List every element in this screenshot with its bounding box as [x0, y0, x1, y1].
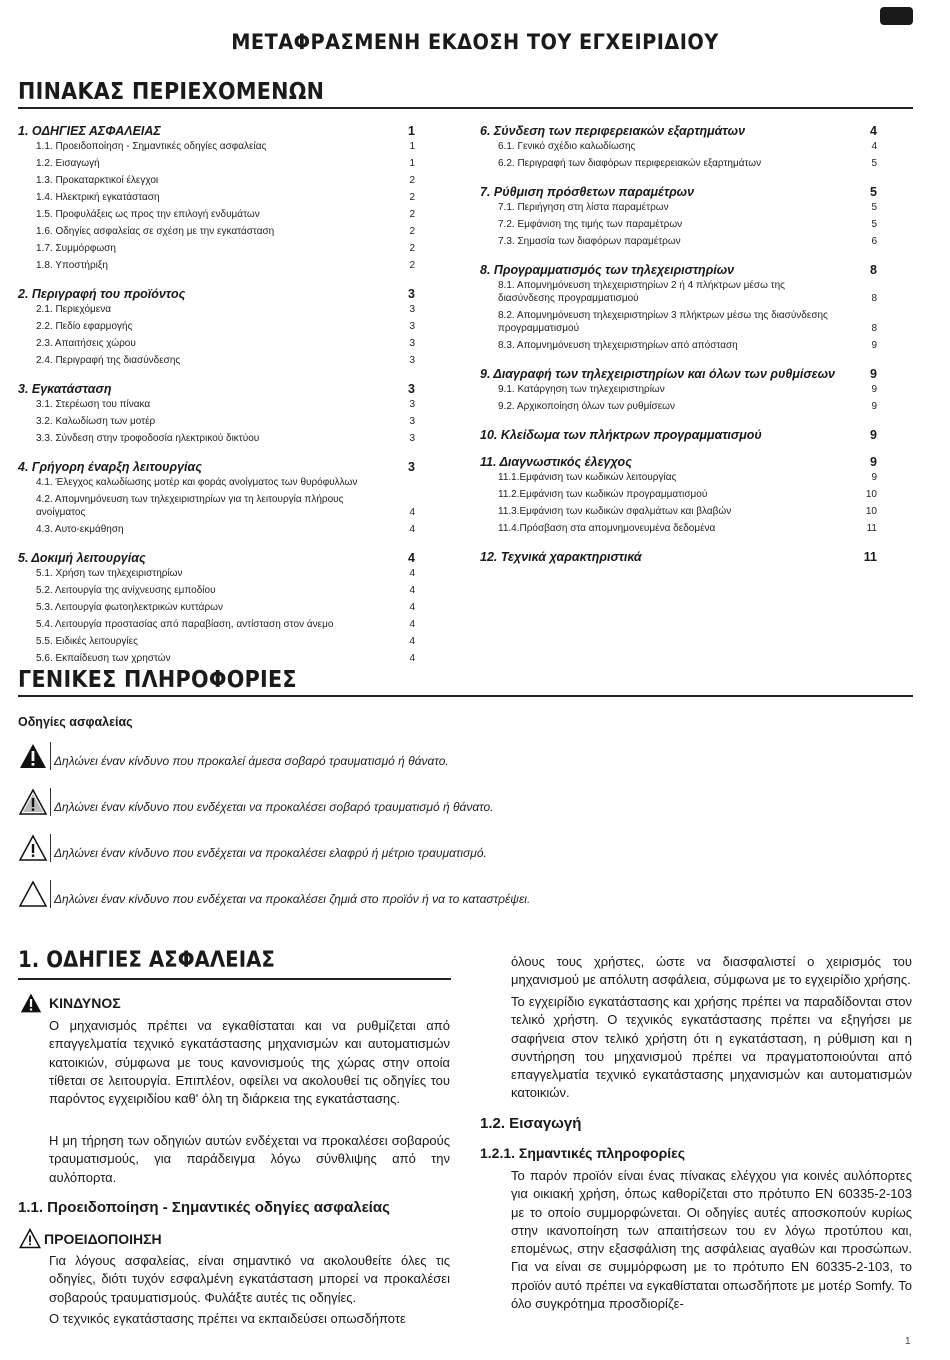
toc-subsection-title: 1.3. Προκαταρκτικοί έλεγχοι [36, 175, 159, 186]
toc-subsection[interactable] [18, 301, 418, 318]
toc-subsection[interactable] [18, 633, 418, 650]
toc-subsection-page: 2 [409, 243, 415, 254]
toc-subsection-title: 1.6. Οδηγίες ασφαλείας σε σχέση με την εγκατάσταση [36, 226, 275, 237]
toc-subsection-title: 5.6. Εκπαίδευση των χρηστών [36, 653, 171, 664]
toc-subsection-title: 5.2. Λειτουργία της ανίχνευσης εμποδίου [36, 585, 216, 596]
toc-subsection-title: 7.2. Εμφάνιση της τιμής των παραμέτρων [498, 219, 683, 230]
toc-subsection-title: 4.2. Απομνημόνευση των τηλεχειριστηρίων για τη λειτουργία πλήρους ανοίγματος [36, 494, 344, 518]
toc-subsection-page: 10 [865, 489, 877, 500]
toc-subsection-title: 5.4. Λειτουργία προστασίας από παραβίαση, αντίσταση στον άνεμο [36, 619, 334, 630]
toc-subsection-page: 4 [871, 141, 877, 152]
toc-subsection[interactable] [18, 599, 418, 616]
toc-subsection-page: 3 [409, 399, 415, 410]
toc-gap [18, 369, 418, 376]
toc-subsection-title: 2.1. Περιεχόμενα [36, 304, 112, 315]
toc-subsection[interactable] [480, 381, 880, 398]
signal-text: Δηλώνει έναν κίνδυνο που προκαλεί άμεσα σοβαρό τραυματισμό ή θάνατο. [54, 754, 449, 768]
toc-section-page: 8 [870, 263, 877, 277]
toc-section [480, 179, 880, 257]
toc-section-title: 11. Διαγνωστικός έλεγχος [480, 455, 632, 469]
toc-subsection[interactable] [480, 199, 880, 216]
toc-section-page: 4 [408, 551, 415, 565]
toc-subsection-page: 3 [409, 321, 415, 332]
toc-subsection-title: 3.1. Στερέωση του πίνακα [36, 399, 151, 410]
toc-subsection-page: 5 [871, 158, 877, 169]
toc-subsection[interactable] [480, 469, 880, 486]
toc-subsection[interactable] [18, 521, 418, 538]
signal-divider [50, 742, 51, 770]
toc-subsection-title: 2.3. Απαιτήσεις χώρου [36, 338, 136, 349]
toc-subsection-page: 3 [409, 338, 415, 349]
toc-gap [480, 537, 880, 544]
toc-subsection[interactable] [480, 337, 880, 354]
toc-section-page: 1 [408, 124, 415, 138]
toc-subsection-title: 7.3. Σημασία των διαφόρων παραμέτρων [498, 236, 681, 247]
toc-section-page: 11 [863, 550, 877, 564]
right-paragraph-2: Το εγχειρίδιο εγκατάστασης και χρήσης πρέπει να παραδίδονται στον τελικό χρήστη. Ο τεχνικός εγκατάστασης πρέπει να εξηγήσει με σαφήνεια στον τελικό χρήστη ότι η εγκατάσταση, η ρύθμιση και η συντήρηση του μηχανισμού πρέπει να πραγματοποιούνται από επαγγελματία τεχνικό εγκατάστασης μηχανισμών και αυτοματισμών κατοικιών. [511, 994, 912, 1101]
toc-subsection-title: 9.1. Κατάργηση των τηλεχειριστηρίων [498, 384, 665, 395]
toc-subsection-title: 1.2. Εισαγωγή [36, 158, 100, 169]
toc-subsection-title: 1.7. Συμμόρφωση [36, 243, 116, 254]
toc-section [480, 449, 880, 544]
toc-subsection-page: 2 [409, 175, 415, 186]
toc-section-title: 1. ΟΔΗΓΙΕΣ ΑΣΦΑΛΕΙΑΣ [18, 124, 161, 138]
signal-divider [50, 834, 51, 862]
toc-subsection-page: 4 [409, 585, 415, 596]
signal-text: Δηλώνει έναν κίνδυνο που ενδέχεται να προκαλέσει ελαφρύ ή μέτριο τραυματισμό. [54, 846, 487, 860]
signal-notice [18, 879, 918, 909]
general-info-title: ΓΕΝΙΚΕΣ ΠΛΗΡΟΦΟΡΙΕΣ [18, 667, 297, 693]
toc-section-title: 7. Ρύθμιση πρόσθετων παραμέτρων [480, 185, 695, 199]
toc-title: ΠΙΝΑΚΑΣ ΠΕΡΙΕΧΟΜΕΝΩΝ [18, 79, 325, 105]
toc-subsection-page: 3 [409, 304, 415, 315]
warning-shaded-triangle-icon [18, 788, 48, 816]
toc-gap [18, 538, 418, 545]
toc-subsection-title: 11.3.Εμφάνιση των κωδικών σφαλμάτων και βλαβών [498, 506, 732, 517]
toc-subsection-page: 2 [409, 226, 415, 237]
corner-tab [880, 7, 913, 25]
toc-subsection-title: 11.2.Εμφάνιση των κωδικών προγραμματισμού [498, 489, 708, 500]
toc-subsection[interactable] [18, 565, 418, 582]
toc-subsection-title: 11.1.Εμφάνιση των κωδικών λειτουργίας [498, 472, 677, 483]
toc-section-page: 5 [870, 185, 877, 199]
toc-subsection-page: 9 [871, 384, 877, 395]
signal-divider [50, 880, 51, 908]
warning-paragraph-1: Για λόγους ασφαλείας, είναι σημαντικό να ακολουθείτε όλες τις οδηγίες, διότι τυχόν εσφαλμένη εγκατάσταση μπορεί να προκαλέσει σοβαρούς τραυματισμούς. Φυλάξτε αυτές τις οδηγίες. [49, 1253, 450, 1305]
toc-subsection[interactable] [18, 413, 418, 430]
toc-section [480, 422, 880, 449]
toc-subsection-title: 1.8. Υποστήριξη [36, 260, 108, 271]
toc-subsection-title: 3.3. Σύνδεση στην τροφοδοσία ηλεκτρικού δικτύου [36, 433, 260, 444]
toc-subsection[interactable] [18, 474, 418, 491]
toc-subsection[interactable] [480, 520, 880, 537]
toc-subsection-page: 4 [409, 507, 415, 518]
toc-subsection-title: 3.2. Καλωδίωση των μοτέρ [36, 416, 156, 427]
toc-section-heading[interactable] [480, 449, 880, 469]
signal-warning [18, 787, 918, 817]
toc-subsection[interactable] [18, 491, 418, 521]
toc-section-heading[interactable] [480, 422, 880, 442]
toc-subsection-page: 11 [866, 523, 877, 534]
toc-subsection[interactable] [18, 582, 418, 599]
signal-caution [18, 833, 918, 863]
toc-subsection-title: 4.1. Έλεγχος καλωδίωσης μοτέρ και φοράς ανοίγματος των θυρόφυλλων [36, 477, 358, 488]
toc-subsection[interactable] [18, 172, 418, 189]
warning-label: ΠΡΟΕΙΔΟΠΟΙΗΣΗ [44, 1230, 162, 1247]
toc-subsection[interactable] [18, 430, 418, 447]
toc-subsection[interactable] [480, 307, 880, 337]
toc-subsection[interactable] [18, 352, 418, 369]
toc-subsection[interactable] [480, 277, 880, 307]
toc-subsection[interactable] [18, 189, 418, 206]
toc-section-title: 8. Προγραμματισμός των τηλεχειριστηρίων [480, 263, 735, 277]
toc-section-page: 3 [408, 460, 415, 474]
toc-gap [480, 354, 880, 361]
danger-filled-triangle-icon [18, 992, 44, 1014]
toc-subsection[interactable] [18, 223, 418, 240]
toc-subsection-page: 8 [871, 323, 877, 334]
caution-triangle-icon [18, 834, 48, 862]
toc-subsection-title: 5.3. Λειτουργία φωτοηλεκτρικών κυττάρων [36, 602, 223, 613]
signal-divider [50, 788, 51, 816]
toc-section-page: 3 [408, 287, 415, 301]
toc-subsection-page: 2 [409, 192, 415, 203]
toc-subsection-page: 3 [409, 355, 415, 366]
toc-subsection[interactable] [18, 257, 418, 274]
toc-subsection[interactable] [480, 486, 880, 503]
toc-section [480, 544, 880, 571]
toc-subsection[interactable] [18, 616, 418, 633]
toc-subsection-page: 5 [871, 219, 877, 230]
toc-section-title: 5. Δοκιμή λειτουργίας [18, 551, 146, 565]
toc-subsection-page: 4 [409, 636, 415, 647]
general-info-rule [18, 695, 913, 697]
toc-subsection[interactable] [480, 398, 880, 415]
toc-subsection-page: 4 [409, 602, 415, 613]
toc-section-page: 3 [408, 382, 415, 396]
toc-left-column [18, 118, 418, 674]
toc-subsection[interactable] [18, 396, 418, 413]
toc-section-heading[interactable] [18, 454, 418, 474]
toc-subsection-title: 8.3. Απομνημόνευση τηλεχειριστηρίων από απόσταση [498, 340, 738, 351]
toc-subsection[interactable] [480, 138, 880, 155]
toc-subsection-title: 5.1. Χρήση των τηλεχειριστηρίων [36, 568, 183, 579]
toc-subsection-title: 4.3. Αυτο-εκμάθηση [36, 524, 124, 535]
toc-gap [480, 442, 880, 449]
toc-section-title: 6. Σύνδεση των περιφερειακών εξαρτημάτων [480, 124, 746, 138]
toc-section-title: 3. Εγκατάσταση [18, 382, 112, 396]
toc-section-heading[interactable] [480, 544, 880, 564]
toc-section-page: 9 [870, 367, 877, 381]
toc-section [18, 281, 418, 376]
toc-subsection-page: 1 [409, 141, 415, 152]
signal-text: Δηλώνει έναν κίνδυνο που ενδέχεται να προκαλέσει ζημιά στο προϊόν ή να το καταστρέψει. [54, 892, 531, 906]
toc-subsection[interactable] [18, 206, 418, 223]
subsection-1-1-title: 1.1. Προειδοποίηση - Σημαντικές οδηγίες ασφαλείας [18, 1199, 390, 1216]
toc-subsection-page: 10 [865, 506, 877, 517]
toc-subsection-title: 6.1. Γενικό σχέδιο καλωδίωσης [498, 141, 636, 152]
toc-subsection-page: 9 [871, 340, 877, 351]
toc-subsection-title: 11.4.Πρόσβαση στα απομνημονευμένα δεδομένα [498, 523, 716, 534]
subsection-1-2-1-title: 1.2.1. Σημαντικές πληροφορίες [480, 1145, 686, 1161]
toc-subsection-title: 1.1. Προειδοποίηση - Σημαντικές οδηγίες ασφαλείας [36, 141, 267, 152]
toc-right-column [480, 118, 880, 571]
toc-section-page: 9 [870, 455, 877, 469]
toc-subsection[interactable] [18, 335, 418, 352]
danger-label: ΚΙΝΔΥΝΟΣ [49, 995, 121, 1011]
toc-subsection-page: 1 [409, 158, 415, 169]
toc-section [480, 257, 880, 361]
warning-triangle-icon [18, 1228, 42, 1249]
subsection-1-2-title: 1.2. Εισαγωγή [480, 1115, 582, 1132]
toc-rule [18, 107, 913, 109]
toc-section-title: 12. Τεχνικά χαρακτηριστικά [480, 550, 642, 564]
toc-section-title: 2. Περιγραφή του προϊόντος [18, 287, 186, 301]
section-1-title: 1. ΟΔΗΓΙΕΣ ΑΣΦΑΛΕΙΑΣ [18, 948, 275, 973]
right-paragraph-1: όλους τους χρήστες, ώστε να διασφαλιστεί ο χειρισμός του μηχανισμού με απόλυτη ασφάλεια, σύμφωνα με το εγχειρίδιο χρήσης. [511, 954, 912, 988]
toc-section-heading[interactable] [480, 179, 880, 199]
toc-section [18, 376, 418, 454]
toc-subsection-page: 4 [409, 524, 415, 535]
toc-section [480, 361, 880, 422]
toc-subsection-page: 9 [871, 472, 877, 483]
warning-paragraph-2: Ο τεχνικός εγκατάστασης πρέπει να εκπαιδεύσει οπωσδήποτε [49, 1311, 406, 1326]
toc-subsection-page: 4 [409, 653, 415, 664]
toc-section [18, 454, 418, 545]
toc-subsection-title: 5.5. Ειδικές λειτουργίες [36, 636, 138, 647]
toc-subsection-page: 3 [409, 416, 415, 427]
toc-gap [480, 415, 880, 422]
toc-section [18, 545, 418, 674]
toc-subsection-title: 2.2. Πεδίο εφαρμογής [36, 321, 133, 332]
toc-subsection[interactable] [18, 240, 418, 257]
toc-gap [18, 447, 418, 454]
toc-subsection[interactable] [480, 216, 880, 233]
toc-subsection-page: 3 [409, 433, 415, 444]
toc-section-title: 9. Διαγραφή των τηλεχειριστηρίων και όλων των ρυθμίσεων [480, 367, 835, 381]
danger-paragraph-1: Ο μηχανισμός πρέπει να εγκαθίσταται και να ρυθμίζεται από επαγγελματία τεχνικό εγκατάστασης μηχανισμών και αυτοματισμών κατοικιών, σύμφωνα με τους κανονισμούς της χώρας στην οποία τίθεται σε λειτουργία. Επιπλέον, οφείλει να ακολουθεί τις οδηγίες του παρόντος εγχειριδίου καθ' όλη τη διάρκεια της εγκατάστασης. [49, 1018, 450, 1107]
toc-subsection-title: 8.2. Απομνημόνευση τηλεχειριστηρίων 3 πλήκτρων μέσω της διασύνδεσης προγραμματισμού [498, 310, 828, 334]
toc-gap [480, 250, 880, 257]
toc-section-heading[interactable] [18, 376, 418, 396]
toc-subsection-page: 5 [871, 202, 877, 213]
toc-subsection-title: 6.2. Περιγραφή των διαφόρων περιφερειακών εξαρτημάτων [498, 158, 762, 169]
toc-gap [480, 564, 880, 571]
toc-subsection[interactable] [480, 233, 880, 250]
toc-subsection[interactable] [18, 155, 418, 172]
toc-subsection[interactable] [18, 138, 418, 155]
signal-danger [18, 741, 918, 771]
safety-heading: Οδηγίες ασφαλείας [18, 715, 133, 729]
toc-gap [480, 172, 880, 179]
toc-subsection-title: 7.1. Περιήγηση στη λίστα παραμέτρων [498, 202, 669, 213]
toc-section-page: 4 [870, 124, 877, 138]
warning-label-row [18, 1228, 162, 1249]
toc-subsection-page: 4 [409, 619, 415, 630]
toc-subsection-page: 9 [871, 401, 877, 412]
toc-gap [18, 274, 418, 281]
notice-outline-triangle-icon [18, 880, 48, 908]
toc-section-page: 9 [870, 428, 877, 442]
toc-section-heading[interactable] [480, 118, 880, 138]
toc-section-title: 10. Κλείδωμα των πλήκτρων προγραμματισμού [480, 428, 762, 442]
toc-section-title: 4. Γρήγορη έναρξη λειτουργίας [18, 460, 202, 474]
toc-subsection-page: 6 [871, 236, 877, 247]
toc-section-heading[interactable] [18, 281, 418, 301]
toc-section-heading[interactable] [480, 257, 880, 277]
toc-section-heading[interactable] [18, 545, 418, 565]
toc-subsection[interactable] [480, 155, 880, 172]
danger-filled-triangle-icon [18, 742, 48, 770]
toc-section-heading[interactable] [18, 118, 418, 138]
section-1-rule [18, 978, 451, 980]
toc-subsection-page: 2 [409, 209, 415, 220]
page-number: 1 [905, 1336, 911, 1347]
danger-paragraph-2: Η μη τήρηση των οδηγιών αυτών ενδέχεται να προκαλέσει σοβαρούς τραυματισμούς, για παράδειγμα λόγω σύνθλιψης από την αυλόπορτα. [49, 1133, 450, 1185]
danger-label-row [18, 992, 121, 1014]
document-title: ΜΕΤΑΦΡΑΣΜΕΝΗ ΕΚΔΟΣΗ ΤΟΥ ΕΓΧΕΙΡΙΔΙΟΥ [231, 30, 719, 54]
toc-subsection-title: 2.4. Περιγραφή της διασύνδεσης [36, 355, 181, 366]
toc-subsection-title: 1.4. Ηλεκτρική εγκατάσταση [36, 192, 160, 203]
toc-subsection-page: 8 [871, 293, 877, 304]
toc-subsection[interactable] [480, 503, 880, 520]
signal-text: Δηλώνει έναν κίνδυνο που ενδέχεται να προκαλέσει σοβαρό τραυματισμό ή θάνατο. [54, 800, 494, 814]
toc-subsection-page: 4 [409, 568, 415, 579]
toc-subsection-title: 9.2. Αρχικοποίηση όλων των ρυθμίσεων [498, 401, 675, 412]
toc-section-heading[interactable] [480, 361, 880, 381]
toc-subsection-title: 1.5. Προφυλάξεις ως προς την επιλογή ενδυμάτων [36, 209, 260, 220]
toc-subsection-page: 2 [409, 260, 415, 271]
toc-subsection[interactable] [18, 318, 418, 335]
toc-section [18, 118, 418, 281]
right-paragraph-3: Το παρόν προϊόν είναι ένας πίνακας ελέγχου για κοινές αυλόπορτες για οικιακή χρήση, όπως καθορίζεται στο πρότυπο EN 60335-2-103 με το οποίο συμμορφώνεται. Οι οδηγίες αυτές αποσκοπούν κυρίως στην ικανοποίηση των απαιτήσεων του εν λόγω προτύπου και, επομένως, στην εξασφάλιση της ασφάλειας αγαθών και προσώπων. Για να είναι σε συμμόρφωση με το πρότυπο EN 60335-2-103, το προϊόν αυτό πρέπει να εγκαθίσταται οπωσδήποτε με μοτέρ Somfy. Το όλο συγκρότημα προσδιορίζε- [511, 1168, 912, 1312]
toc-subsection[interactable] [18, 650, 418, 667]
toc-subsection-title: 8.1. Απομνημόνευση τηλεχειριστηρίων 2 ή 4 πλήκτρων μέσω της διασύνδεσης προγραμματισμού [498, 280, 785, 304]
toc-section [480, 118, 880, 179]
